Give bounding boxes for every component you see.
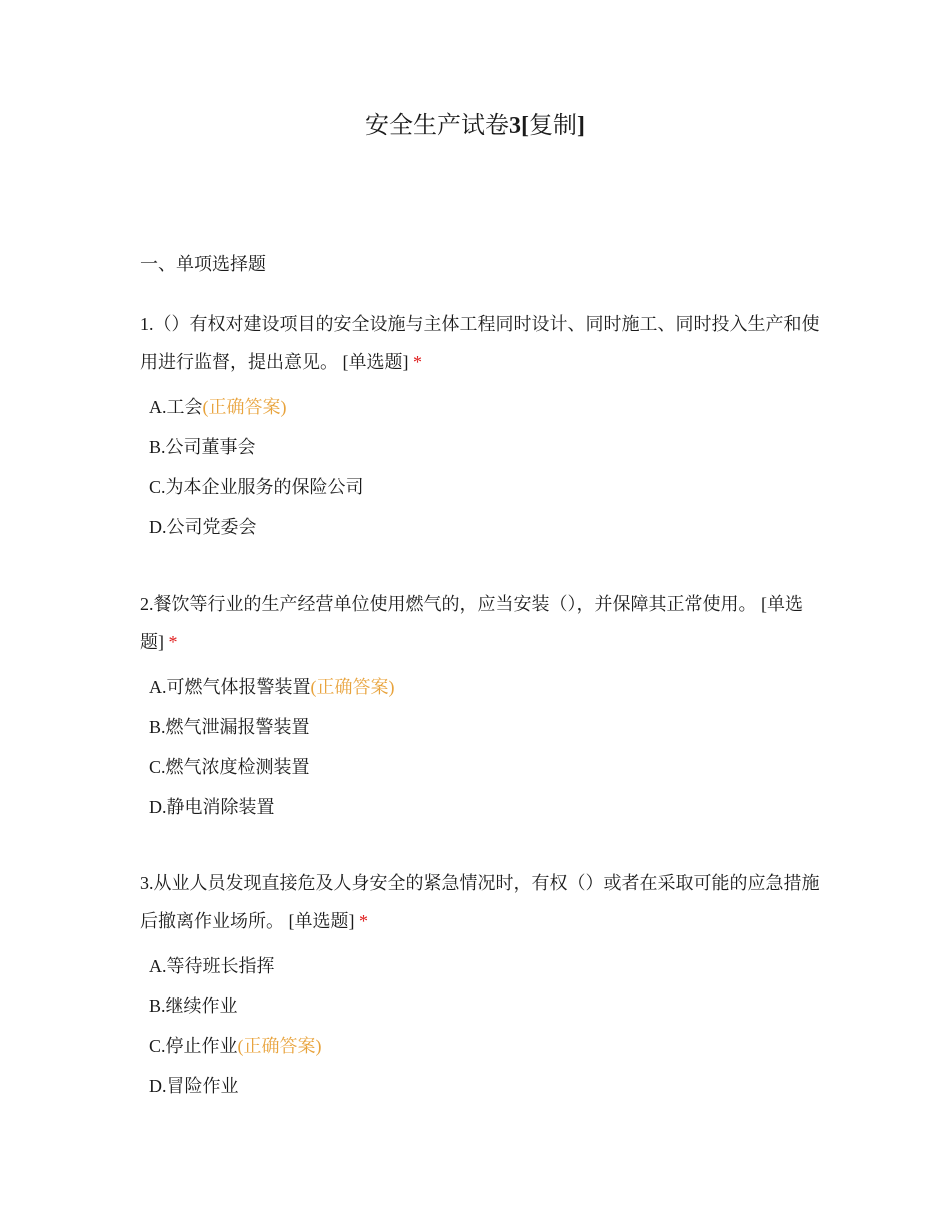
correct-answer-tag: (正确答案)	[237, 1036, 322, 1056]
question-stem	[140, 305, 820, 381]
option-d	[140, 787, 820, 827]
question-type-label: [单选题]	[288, 911, 355, 931]
option-text: B.燃气泄漏报警装置	[149, 717, 310, 737]
option-b	[140, 707, 820, 747]
question-stem-text: 2.餐饮等行业的生产经营单位使用燃气的，应当安装（），并保障其正常使用。	[140, 594, 757, 614]
question-stem-text: 1.（）有权对建设项目的安全设施与主体工程同时设计、同时施工、同时投入生产和使用进行监督，提出意见。	[140, 314, 820, 372]
option-c	[140, 1026, 820, 1066]
question-stem	[140, 864, 820, 940]
question-3	[140, 864, 820, 1106]
question-1	[140, 305, 820, 547]
title-number: 3[	[509, 113, 529, 139]
correct-answer-tag: (正确答案)	[202, 397, 287, 417]
option-text: A.等待班长指挥	[149, 956, 275, 976]
title-text: 安全生产试卷	[365, 113, 509, 139]
option-text: C.燃气浓度检测装置	[149, 757, 310, 777]
option-text: D.公司党委会	[149, 517, 257, 537]
option-text: D.静电消除装置	[149, 797, 275, 817]
question-stem	[140, 585, 820, 661]
question-2	[140, 585, 820, 827]
option-list	[140, 667, 820, 827]
option-c	[140, 747, 820, 787]
title-close-bracket: ]	[577, 113, 585, 139]
option-text: C.为本企业服务的保险公司	[149, 477, 364, 497]
option-a	[140, 387, 820, 427]
required-star: *	[168, 632, 178, 652]
option-b	[140, 986, 820, 1026]
question-type-label: [单选题]	[342, 352, 409, 372]
option-text: B.公司董事会	[149, 437, 256, 457]
option-text: B.继续作业	[149, 996, 238, 1016]
option-list	[140, 387, 820, 547]
option-d	[140, 507, 820, 547]
option-a	[140, 667, 820, 707]
required-star: *	[359, 911, 368, 931]
option-text: D.冒险作业	[149, 1076, 239, 1096]
question-stem-text: 3.从业人员发现直接危及人身安全的紧急情况时，有权（）或者在采取可能的应急措施后撤离作业场所。	[140, 873, 820, 931]
option-b	[140, 427, 820, 467]
option-text: A.工会	[149, 397, 203, 417]
option-text: C.停止作业	[149, 1036, 238, 1056]
section-heading: 一、单项选择题	[140, 254, 266, 274]
question-type-label: [单选题]	[140, 594, 803, 652]
correct-answer-tag: (正确答案)	[310, 677, 395, 697]
option-d	[140, 1066, 820, 1106]
option-c	[140, 467, 820, 507]
title-suffix: 复制	[529, 113, 577, 139]
option-a	[140, 946, 820, 986]
option-list	[140, 946, 820, 1106]
page-title	[0, 108, 950, 144]
required-star: *	[413, 352, 422, 372]
option-text: A.可燃气体报警装置	[149, 677, 311, 697]
